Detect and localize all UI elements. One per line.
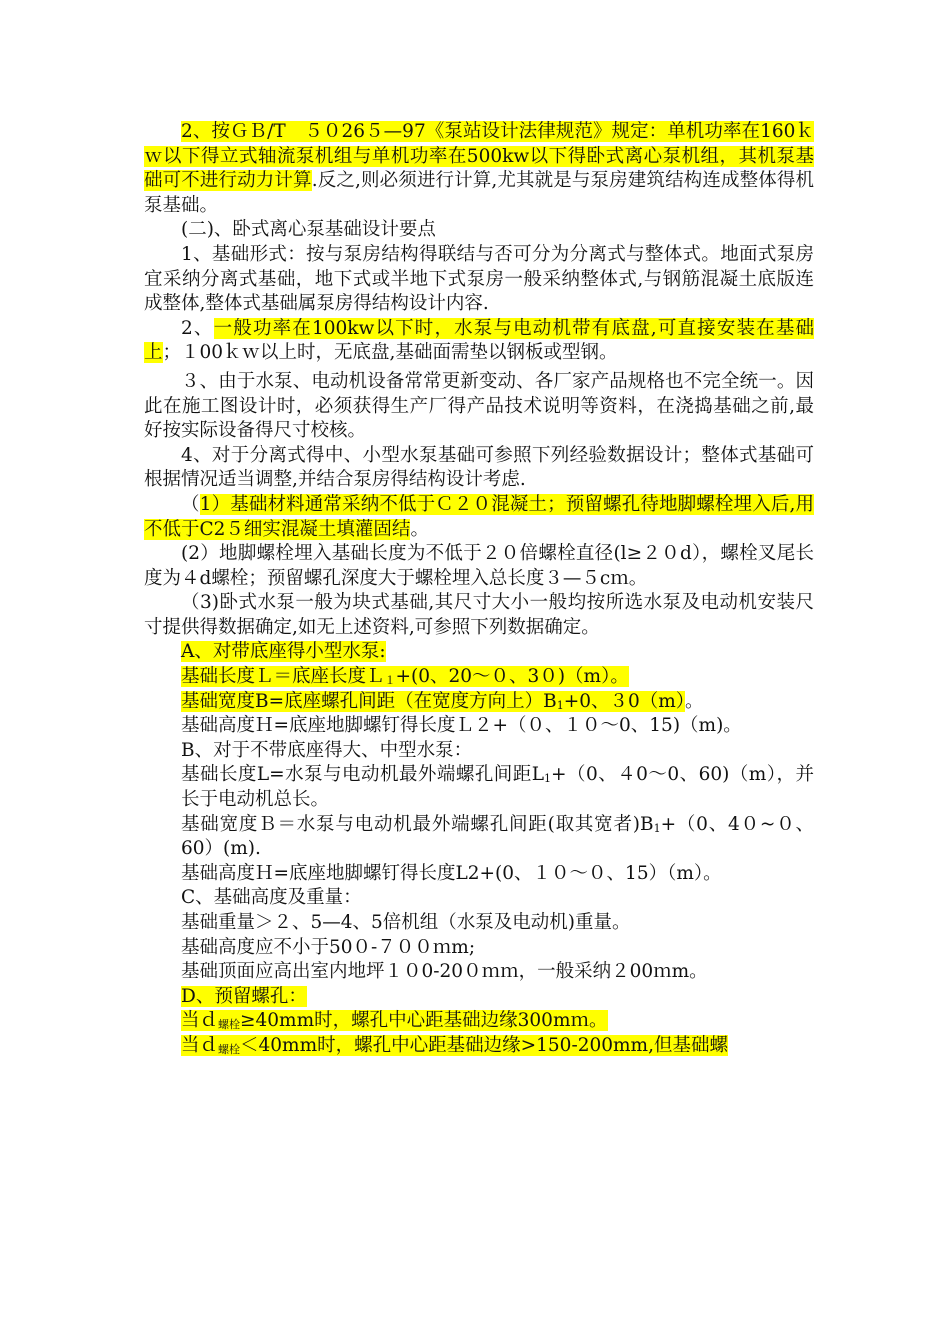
formula-text: +（0、4０~０、60）(m). <box>181 813 814 860</box>
paragraph-block-foundation: （3)卧式水泵一般为块式基础,其尺寸大小一般均按所选水泵及电动机安装尺寸提供得数据确定,如无上述资料,可参照下列数据确定。 <box>144 592 814 638</box>
highlight-standard-rule: 2、按ＧＢ/T ５０26５—97《泵站设计法律规范》规定：单机功率在160ｋｗ以下得立式轴流泵机组与单机功率在500kw以下得卧式离心泵机组，其机泵基础可不进行动力计算 <box>144 121 814 192</box>
formula-text: 基础宽度Ｂ＝水泵与电动机最外端螺孔间距(取其宽者)B <box>181 813 654 835</box>
highlight-material: 1）基础材料通常采纳不低于Ｃ２０混凝土；预留螺孔待地脚螺栓埋入后,用不低于C2５细实混凝土填灌固结 <box>144 493 814 540</box>
highlight-bolt-large <box>181 1010 608 1031</box>
formula-text: 。 <box>685 690 704 712</box>
section-heading-horizontal-pump: (二)、卧式离心泵基础设计要点 <box>181 219 436 241</box>
formula-height-a: 基础高度Ｈ=底座地脚螺钉得长度Ｌ２+（０、１０～0、15)（m)。 <box>181 715 742 737</box>
formula-text: 基础长度L=水泵与电动机最外端螺孔间距L <box>181 764 545 786</box>
formula-text: +（0、４0～0、60)（m），并长于电动机总长。 <box>181 764 814 811</box>
formula-subscript: １ <box>384 674 396 688</box>
paragraph-gb-standard <box>144 120 814 218</box>
weight-rule: 基础重量＞２、5—4、5倍机组（水泵及电动机)重量。 <box>181 912 631 933</box>
paragraph-number: 2、 <box>181 317 214 339</box>
subheading-a <box>144 640 814 665</box>
subheading-b: B、对于不带底座得大、中型水泵： <box>181 739 473 761</box>
formula-subscript: 螺栓 <box>218 1042 241 1056</box>
paragraph-empirical-data: 4、对于分离式得中、小型水泵基础可参照下列经验数据设计；整体式基础可根据情况适当调整,并结合泵房得结构设计考虑. <box>144 444 814 491</box>
formula-width-a <box>144 690 814 715</box>
formula-length-a <box>144 665 814 690</box>
bolt-hole-rule-small <box>144 1034 814 1059</box>
formula-subscript: 1 <box>544 772 552 786</box>
paragraph-foundation-type: 1、基础形式：按与泵房结构得联结与否可分为分离式与整体式。地面式泵房宜采纳分离式基础，地下式或半地下式泵房一般采纳整体式,与钢筋混凝土底版连成整体,整体式基础属泵房得结构设计内容. <box>144 243 814 315</box>
formula-text: +0、３0（m） <box>563 690 686 712</box>
formula-subscript: 螺栓 <box>218 1018 241 1032</box>
formula-text: 基础宽度B=底座螺孔间距（在宽度方向上）B <box>181 690 557 712</box>
document-body <box>144 120 814 1059</box>
subheading-d <box>144 985 814 1010</box>
formula-subscript: 1 <box>556 698 564 712</box>
highlight-width-a <box>181 691 685 712</box>
formula-text: +(0、20～０、3０)（m）。 <box>395 666 629 688</box>
paragraph-text: ；１00ｋｗ以上时，无底盘,基础面需垫以钢板或型钢。 <box>162 342 618 364</box>
paragraph-power-base <box>144 317 814 366</box>
paragraph-text: 。 <box>410 518 429 540</box>
formula-subscript: 1 <box>653 821 661 835</box>
highlight-length-a <box>181 666 629 687</box>
paragraph-anchor-bolt: (2）地脚螺栓埋入基础长度为不低于２０倍螺栓直径(l≥２０d），螺栓叉尾长度为４d螺栓；预留螺孔深度大于螺栓埋入总长度３—５cｍ。 <box>144 543 814 589</box>
formula-text: 基础长度Ｌ＝底座长度Ｌ <box>181 666 385 688</box>
bolt-hole-rule-large <box>144 1009 814 1034</box>
formula-width-b <box>144 813 814 862</box>
formula-text: ≥40mm时，螺孔中心距基础边缘300mｍ。 <box>240 1010 608 1032</box>
paragraph-text: .反之,则必须进行计算,尤其就是与泵房建筑结构连成整体得机泵基础。 <box>144 170 814 216</box>
formula-text: ＜40mm时，螺孔中心距基础边缘>150-200mm,但基础螺 <box>240 1034 728 1056</box>
formula-length-b <box>144 763 814 812</box>
highlight-bolt-small <box>181 1035 728 1056</box>
formula-text: 当ｄ <box>181 1034 219 1056</box>
highlight-subheading-a: A、对带底座得小型水泵: <box>181 641 386 663</box>
formula-height-b: 基础高度Ｈ=底座地脚螺钉得长度L2+(0、１０～０、15）（m）。 <box>181 862 722 884</box>
paragraph-text: （ <box>181 493 200 515</box>
highlight-subheading-d: D、预留螺孔： <box>181 985 307 1007</box>
top-surface-rule: 基础顶面应高出室内地坪１０0-20０ｍｍ，一般采纳２00ｍm。 <box>181 961 708 983</box>
subheading-c: C、基础高度及重量： <box>181 887 362 909</box>
highlight-base-plate: 一般功率在100kw以下时，水泵与电动机带有底盘,可直接安装在基础上 <box>144 317 814 364</box>
height-rule: 基础高度应不小于50０-７００ｍm; <box>181 936 476 958</box>
paragraph-material <box>144 493 814 542</box>
formula-text: 当ｄ <box>181 1010 219 1032</box>
paragraph-equipment-changes: ３、由于水泵、电动机设备常常更新变动、各厂家产品规格也不完全统一。因此在施工图设计时，必须获得生产厂得产品技术说明等资料，在浇捣基础之前,最好按实际设备得尺寸校核。 <box>144 370 814 442</box>
